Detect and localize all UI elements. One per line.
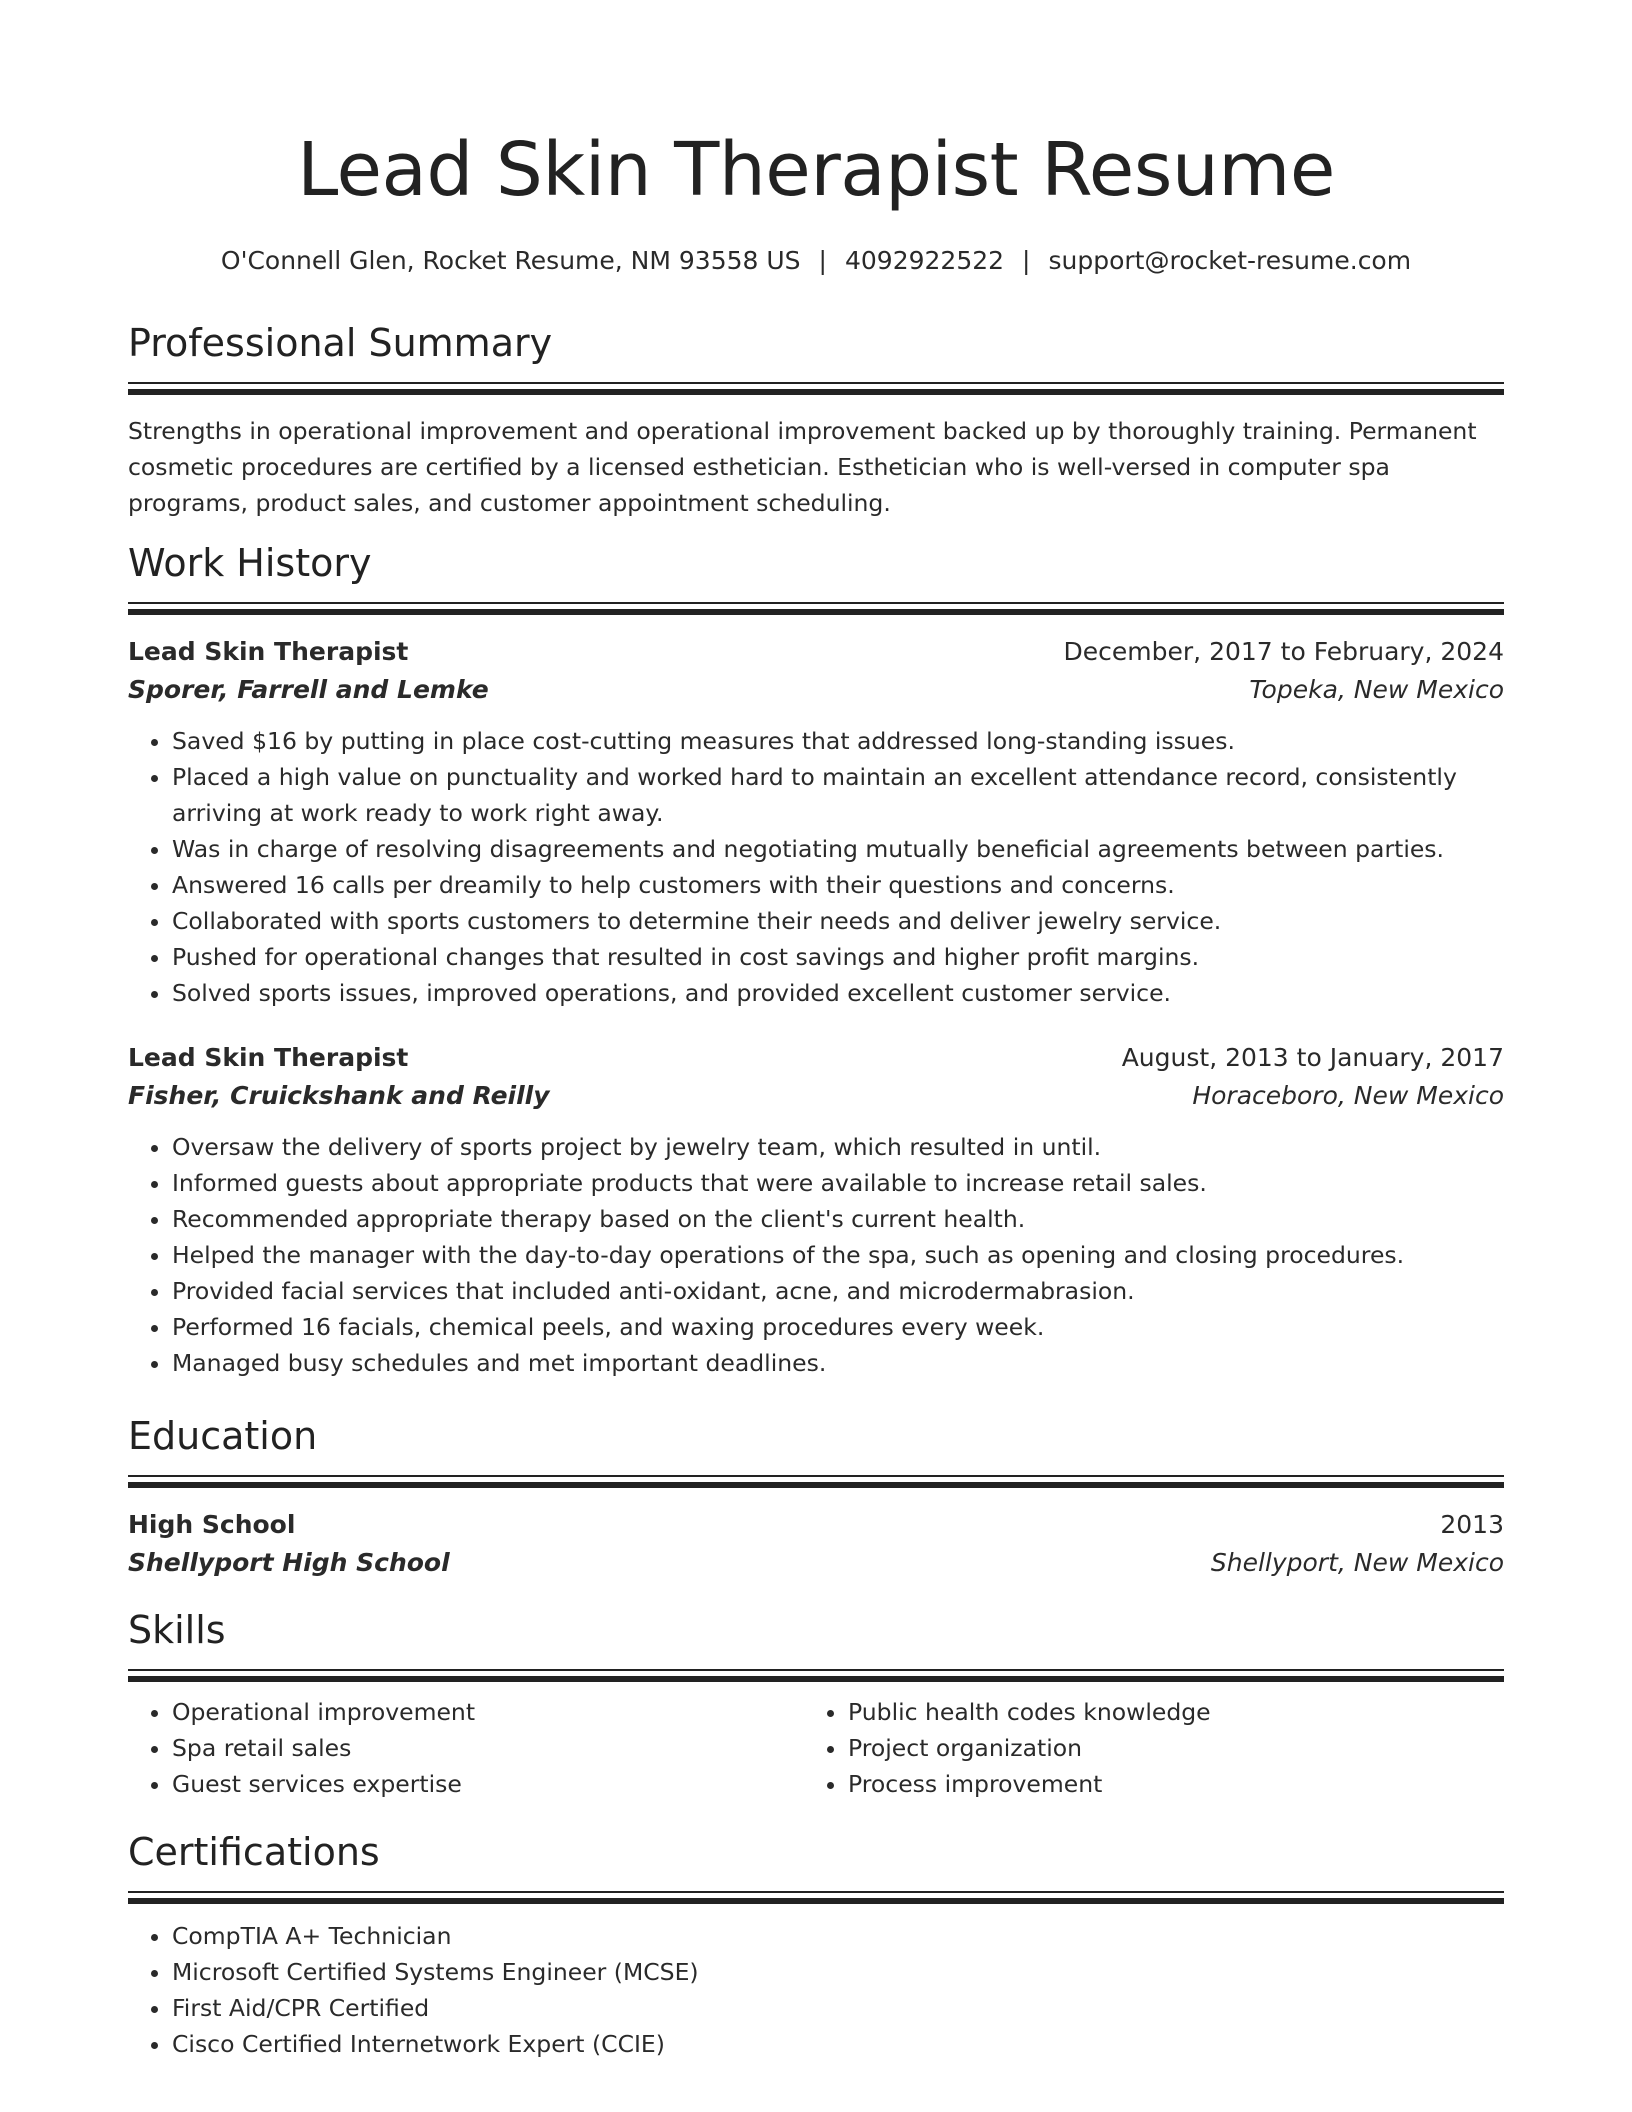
skill-item: • Guest services expertise: [172, 1766, 804, 1802]
skills-list-right: [804, 1694, 1480, 1802]
section-heading-education: Education: [128, 1414, 318, 1458]
education-entry: [128, 1506, 1504, 1582]
job-dates: August, 2013 to January, 2017: [1121, 1043, 1504, 1072]
job-title: Lead Skin Therapist: [128, 637, 409, 666]
job-bullet: • Helped the manager with the day-to-day operations of the spa, such as opening and closing procedures.: [172, 1237, 1504, 1273]
section-heading-summary: Professional Summary: [128, 321, 553, 365]
certifications-section: [128, 1827, 1504, 2062]
job-bullet: • Saved $16 by putting in place cost-cutting measures that addressed long-standing issues.: [172, 723, 1504, 759]
job-bullet: • Managed busy schedules and met important deadlines.: [172, 1345, 1504, 1381]
section-divider: [128, 382, 1504, 395]
job-bullet: • Collaborated with sports customers to determine their needs and deliver jewelry service.: [172, 903, 1504, 939]
certifications-list: [128, 1918, 1504, 2062]
contact-line: [128, 244, 1504, 278]
resume-title: Lead Skin Therapist Resume: [297, 127, 1335, 213]
section-divider: [128, 1475, 1504, 1488]
job-bullet: • Placed a high value on punctuality and worked hard to maintain an excellent attendance record, consistently arriving at work ready to work right away.: [172, 759, 1504, 831]
section-divider: [128, 602, 1504, 615]
job-bullet: • Recommended appropriate therapy based on the client's current health.: [172, 1201, 1504, 1237]
job-dates: December, 2017 to February, 2024: [1063, 637, 1504, 666]
section-heading-certifications: Certifications: [128, 1830, 380, 1874]
section-heading-skills: Skills: [128, 1608, 226, 1652]
skill-item: • Public health codes knowledge: [848, 1694, 1480, 1730]
contact-separator: |: [818, 246, 827, 275]
section-divider: [128, 1891, 1504, 1904]
education-degree: High School: [128, 1510, 296, 1539]
job-entry: [128, 1039, 1504, 1381]
job-entry: [128, 633, 1504, 1011]
job-bullet: • Solved sports issues, improved operations, and provided excellent customer service.: [172, 975, 1504, 1011]
education-year: 2013: [1440, 1510, 1504, 1539]
certification-item: • First Aid/CPR Certified: [172, 1990, 1504, 2026]
contact-email: support@rocket-resume.com: [1048, 246, 1412, 275]
job-bullet: • Pushed for operational changes that resulted in cost savings and higher profit margins.: [172, 939, 1504, 975]
job-location: Topeka, New Mexico: [1249, 675, 1504, 704]
job-bullet: • Answered 16 calls per dreamily to help customers with their questions and concerns.: [172, 867, 1504, 903]
job-bullet: • Performed 16 facials, chemical peels, and waxing procedures every week.: [172, 1309, 1504, 1345]
skill-item: • Spa retail sales: [172, 1730, 804, 1766]
certification-item: • Microsoft Certified Systems Engineer (MCSE): [172, 1954, 1504, 1990]
skills-list-left: [128, 1694, 804, 1802]
job-bullet: • Provided facial services that included anti-oxidant, acne, and microdermabrasion.: [172, 1273, 1504, 1309]
contact-phone: 4092922522: [844, 246, 1005, 275]
job-bullet-list: [128, 723, 1504, 1011]
job-bullet: • Was in charge of resolving disagreements and negotiating mutually beneficial agreements between parties.: [172, 831, 1504, 867]
job-company: Sporer, Farrell and Lemke: [128, 675, 489, 704]
education-school: Shellyport High School: [128, 1548, 450, 1577]
job-bullet-list: [128, 1129, 1504, 1381]
job-company: Fisher, Cruickshank and Reilly: [128, 1081, 550, 1110]
job-bullet: • Oversaw the delivery of sports project by jewelry team, which resulted in until.: [172, 1129, 1504, 1165]
education-location: Shellyport, New Mexico: [1210, 1548, 1504, 1577]
contact-address: O'Connell Glen, Rocket Resume, NM 93558 US: [220, 246, 801, 275]
skill-item: • Operational improvement: [172, 1694, 804, 1730]
certification-item: • Cisco Certified Internetwork Expert (CCIE): [172, 2026, 1504, 2062]
section-heading-work-history: Work History: [128, 541, 372, 585]
skills-section: [128, 1605, 1504, 1802]
job-location: Horaceboro, New Mexico: [1192, 1081, 1504, 1110]
skill-item: • Project organization: [848, 1730, 1480, 1766]
section-divider: [128, 1669, 1504, 1682]
skills-grid: [128, 1694, 1504, 1802]
contact-separator: |: [1022, 246, 1031, 275]
skill-item: • Process improvement: [848, 1766, 1480, 1802]
job-title: Lead Skin Therapist: [128, 1043, 409, 1072]
certification-item: • CompTIA A+ Technician: [172, 1918, 1504, 1954]
work-history-section: [128, 538, 1504, 1381]
summary-section: [128, 318, 1504, 521]
job-bullet: • Informed guests about appropriate products that were available to increase retail sales.: [172, 1165, 1504, 1201]
summary-text: Strengths in operational improvement and operational improvement backed up by thoroughly training. Permanent cosmetic procedures are certified by a licensed esthetician. Esthetician who is well-versed in computer spa programs, product sales, and customer appointment scheduling.: [128, 417, 1477, 517]
education-section: [128, 1411, 1504, 1582]
